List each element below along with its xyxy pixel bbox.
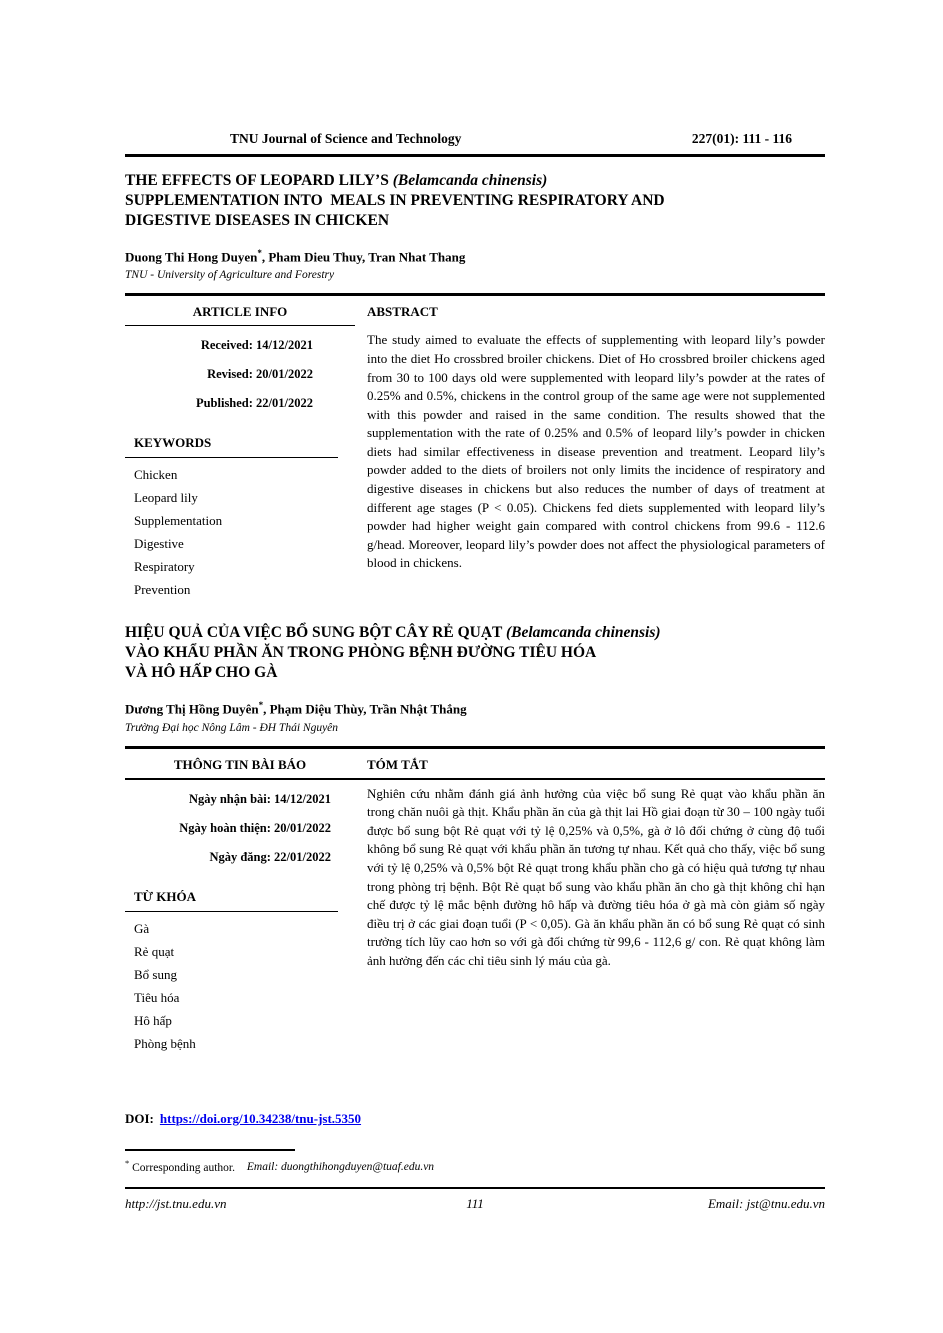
published-date — [125, 843, 355, 872]
received-date — [125, 331, 355, 360]
keyword-item: Hô hấp — [134, 1012, 172, 1028]
doi-link[interactable]: https://doi.org/10.34238/tnu-jst.5350 — [159, 1110, 362, 1126]
date-label: Ngày đăng: — [209, 849, 271, 864]
keyword-item: Chicken — [134, 467, 178, 483]
date-value: 20/01/2022 — [274, 820, 331, 835]
keyword-item: Digestive — [134, 536, 184, 552]
journal-url: http://jst.tnu.edu.vn — [125, 1196, 227, 1212]
vietnamese-section — [125, 623, 825, 1054]
keywords-heading-vi: TỪ KHÓA — [125, 889, 338, 912]
latin-species-name: (Belamcanda chinensis) — [505, 624, 661, 642]
date-label: Received: — [200, 338, 253, 353]
article-title-vi — [125, 623, 825, 683]
info-table-header-en — [125, 293, 825, 326]
date-value: 14/12/2021 — [256, 338, 313, 353]
title-line-2: VÀO KHẨU PHẦN ĂN TRONG PHÒNG BỆNH ĐƯỜNG TIÊU HÓA — [125, 644, 597, 662]
corresponding-author-asterisk: * — [258, 700, 264, 711]
journal-name: TNU Journal of Science and Technology — [230, 131, 462, 146]
page-footer — [125, 1196, 825, 1212]
latin-species-name: (Belamcanda chinensis) — [392, 172, 548, 189]
keyword-item: Leopard lily — [134, 490, 198, 506]
article-info-column-vi — [125, 785, 355, 1055]
title-text: THE EFFECTS OF LEOPARD LILY’S — [125, 172, 393, 189]
article-title-en — [125, 171, 825, 231]
title-line-1 — [125, 623, 825, 643]
corresponding-author-email: Email: duongthihongduyen@tuaf.edu.vn — [246, 1161, 435, 1174]
title-text: HIỆU QUẢ CỦA VIỆC BỔ SUNG BỘT CÂY RẺ QUẠT — [125, 624, 506, 642]
date-value: 20/01/2022 — [256, 367, 313, 382]
page-content — [125, 0, 825, 1212]
date-label: Ngày nhận bài: — [188, 791, 271, 806]
author-name: Duong Thi Hong Duyen — [125, 249, 258, 265]
date-label: Published: — [195, 396, 253, 411]
article-info-column-en — [125, 331, 355, 601]
footer-rule — [125, 1187, 825, 1189]
header-rule — [125, 154, 825, 157]
footnote-text: Corresponding author. — [132, 1161, 235, 1174]
keyword-item: Rẻ quạt — [134, 943, 175, 959]
info-table-body-en — [125, 331, 825, 601]
date-label: Revised: — [207, 367, 253, 382]
abstract-text-vi: Nghiên cứu nhằm đánh giá ảnh hưởng của việc bổ sung Rẻ quạt vào khẩu phần ăn trong chăn nuôi gà thịt. Khẩu phần ăn của gà thịt lai Hồ giai đoạn từ 30 – 100 ngày tuổi được bổ sung bột Rẻ quạt với tỷ lệ 0,25% và 0,5%, gà ở lô đối chứng ở cùng độ tuổi không bổ sung Rẻ quạt với khẩu phần ăn tương tự nhau. Kết quả cho thấy, việc bổ sung với tỷ lệ 0,25% và 0,5% bột Rẻ quạt trong khẩu phần cho gà có hiệu quả tương tự nhau trong phòng trị bệnh. Bột Rẻ quạt bổ sung vào khẩu phần ăn cho gà thịt không chỉ hạn chế được tỷ lệ mắc bệnh đường hô hấp và đường tiêu hóa ở gà mà còn giảm số ngày điều trị ở các giai đoạn tuổi (P < 0,05). Gà ăn khẩu phần ăn có bổ sung Rẻ quạt có sinh trưởng tích lũy cao hơn so với gà đối chứng từ 99,6 - 112,6 g/ con. Rẻ quạt không làm ảnh hưởng đến các chỉ tiêu sinh lý máu của gà. — [367, 785, 825, 968]
page-number: 111 — [466, 1196, 484, 1212]
keyword-item: Prevention — [134, 582, 191, 598]
abstract-heading: ABSTRACT — [367, 304, 438, 320]
title-line-2: SUPPLEMENTATION INTO MEALS IN PREVENTING RESPIRATORY AND — [125, 192, 665, 209]
journal-email: Email: jst@tnu.edu.vn — [707, 1196, 825, 1212]
corresponding-author-asterisk: * — [257, 248, 262, 258]
issue-pages: 227(01): 111 - 116 — [691, 131, 792, 146]
abstract-heading: TÓM TẮT — [367, 756, 428, 772]
date-value: 22/01/2022 — [274, 849, 331, 864]
keyword-item: Supplementation — [134, 513, 223, 529]
abstract-text-en: The study aimed to evaluate the effects of supplementing with leopard lily’s powder into the diet Ho crossbred broiler chickens. Diet of Ho crossbred broiler chickens aged from 30 to 100 days old were supplemented with leopard lily’s powder at the rates of 0.25% and 0.5%, chickens in the control group of the same age were not supplemented with this powder and raised in the same condition. The results showed that the supplementation with the rate of 0.25% and 0.5% of leopard lily’s powder in chicken diets had similar effectiveness in disease prevention and treatment. Leopard lily’s powder added to the diets of broilers not only limits the incidence of respiratory and digestive diseases in chickens but also reduces the number of days of treatment at different age stages (P < 0.05). Chickens fed diets supplemented with leopard lily’s powder had higher weight gain compared with control chickens from 99.6 - 112.6 g/head. Moreover, leopard lily’s powder does not affect the physiological parameters of blood in chickens. — [367, 332, 825, 571]
affiliation-vi: Trường Đại học Nông Lâm - ĐH Thái Nguyên — [125, 721, 339, 734]
revised-date — [125, 814, 355, 843]
title-line-3: DIGESTIVE DISEASES IN CHICKEN — [125, 212, 390, 229]
english-section — [125, 171, 825, 601]
running-head — [125, 131, 825, 147]
date-label: Ngày hoàn thiện: — [179, 820, 271, 835]
received-date — [125, 785, 355, 814]
info-table-header-vi — [125, 746, 825, 780]
corresponding-author-footnote — [125, 1158, 825, 1174]
revised-date — [125, 360, 355, 389]
keywords-list-en — [125, 463, 355, 601]
title-line-3: VÀ HÔ HẤP CHO GÀ — [125, 664, 278, 682]
info-table-body-vi — [125, 785, 825, 1055]
authors-en — [125, 245, 825, 265]
keyword-item: Phòng bệnh — [134, 1035, 196, 1051]
date-value: 22/01/2022 — [256, 396, 313, 411]
author-name: Dương Thị Hồng Duyên — [125, 701, 259, 717]
keyword-item: Tiêu hóa — [134, 989, 180, 1005]
doi-row — [125, 1111, 825, 1127]
author-names: , Phạm Diệu Thùy, Trần Nhật Thắng — [263, 701, 467, 717]
title-line-1 — [125, 171, 825, 191]
date-value: 14/12/2021 — [274, 791, 331, 806]
article-info-heading: THÔNG TIN BÀI BÁO — [173, 756, 307, 772]
keywords-list-vi — [125, 917, 355, 1055]
abstract-column-vi — [367, 785, 825, 1055]
keywords-heading-en: KEYWORDS — [125, 435, 338, 458]
keyword-item: Bổ sung — [134, 966, 177, 982]
abstract-column-en — [367, 331, 825, 601]
author-names: , Pham Dieu Thuy, Tran Nhat Thang — [261, 249, 466, 265]
keyword-item: Respiratory — [134, 559, 195, 575]
footnote-separator — [125, 1149, 295, 1151]
keyword-item: Gà — [134, 920, 150, 936]
footnote-asterisk: * — [125, 1157, 130, 1168]
published-date — [125, 389, 355, 418]
article-info-heading: ARTICLE INFO — [125, 296, 355, 326]
authors-vi — [125, 697, 825, 717]
doi-label: DOI: — [125, 1110, 154, 1126]
affiliation-en: TNU - University of Agriculture and Forestry — [125, 269, 335, 282]
